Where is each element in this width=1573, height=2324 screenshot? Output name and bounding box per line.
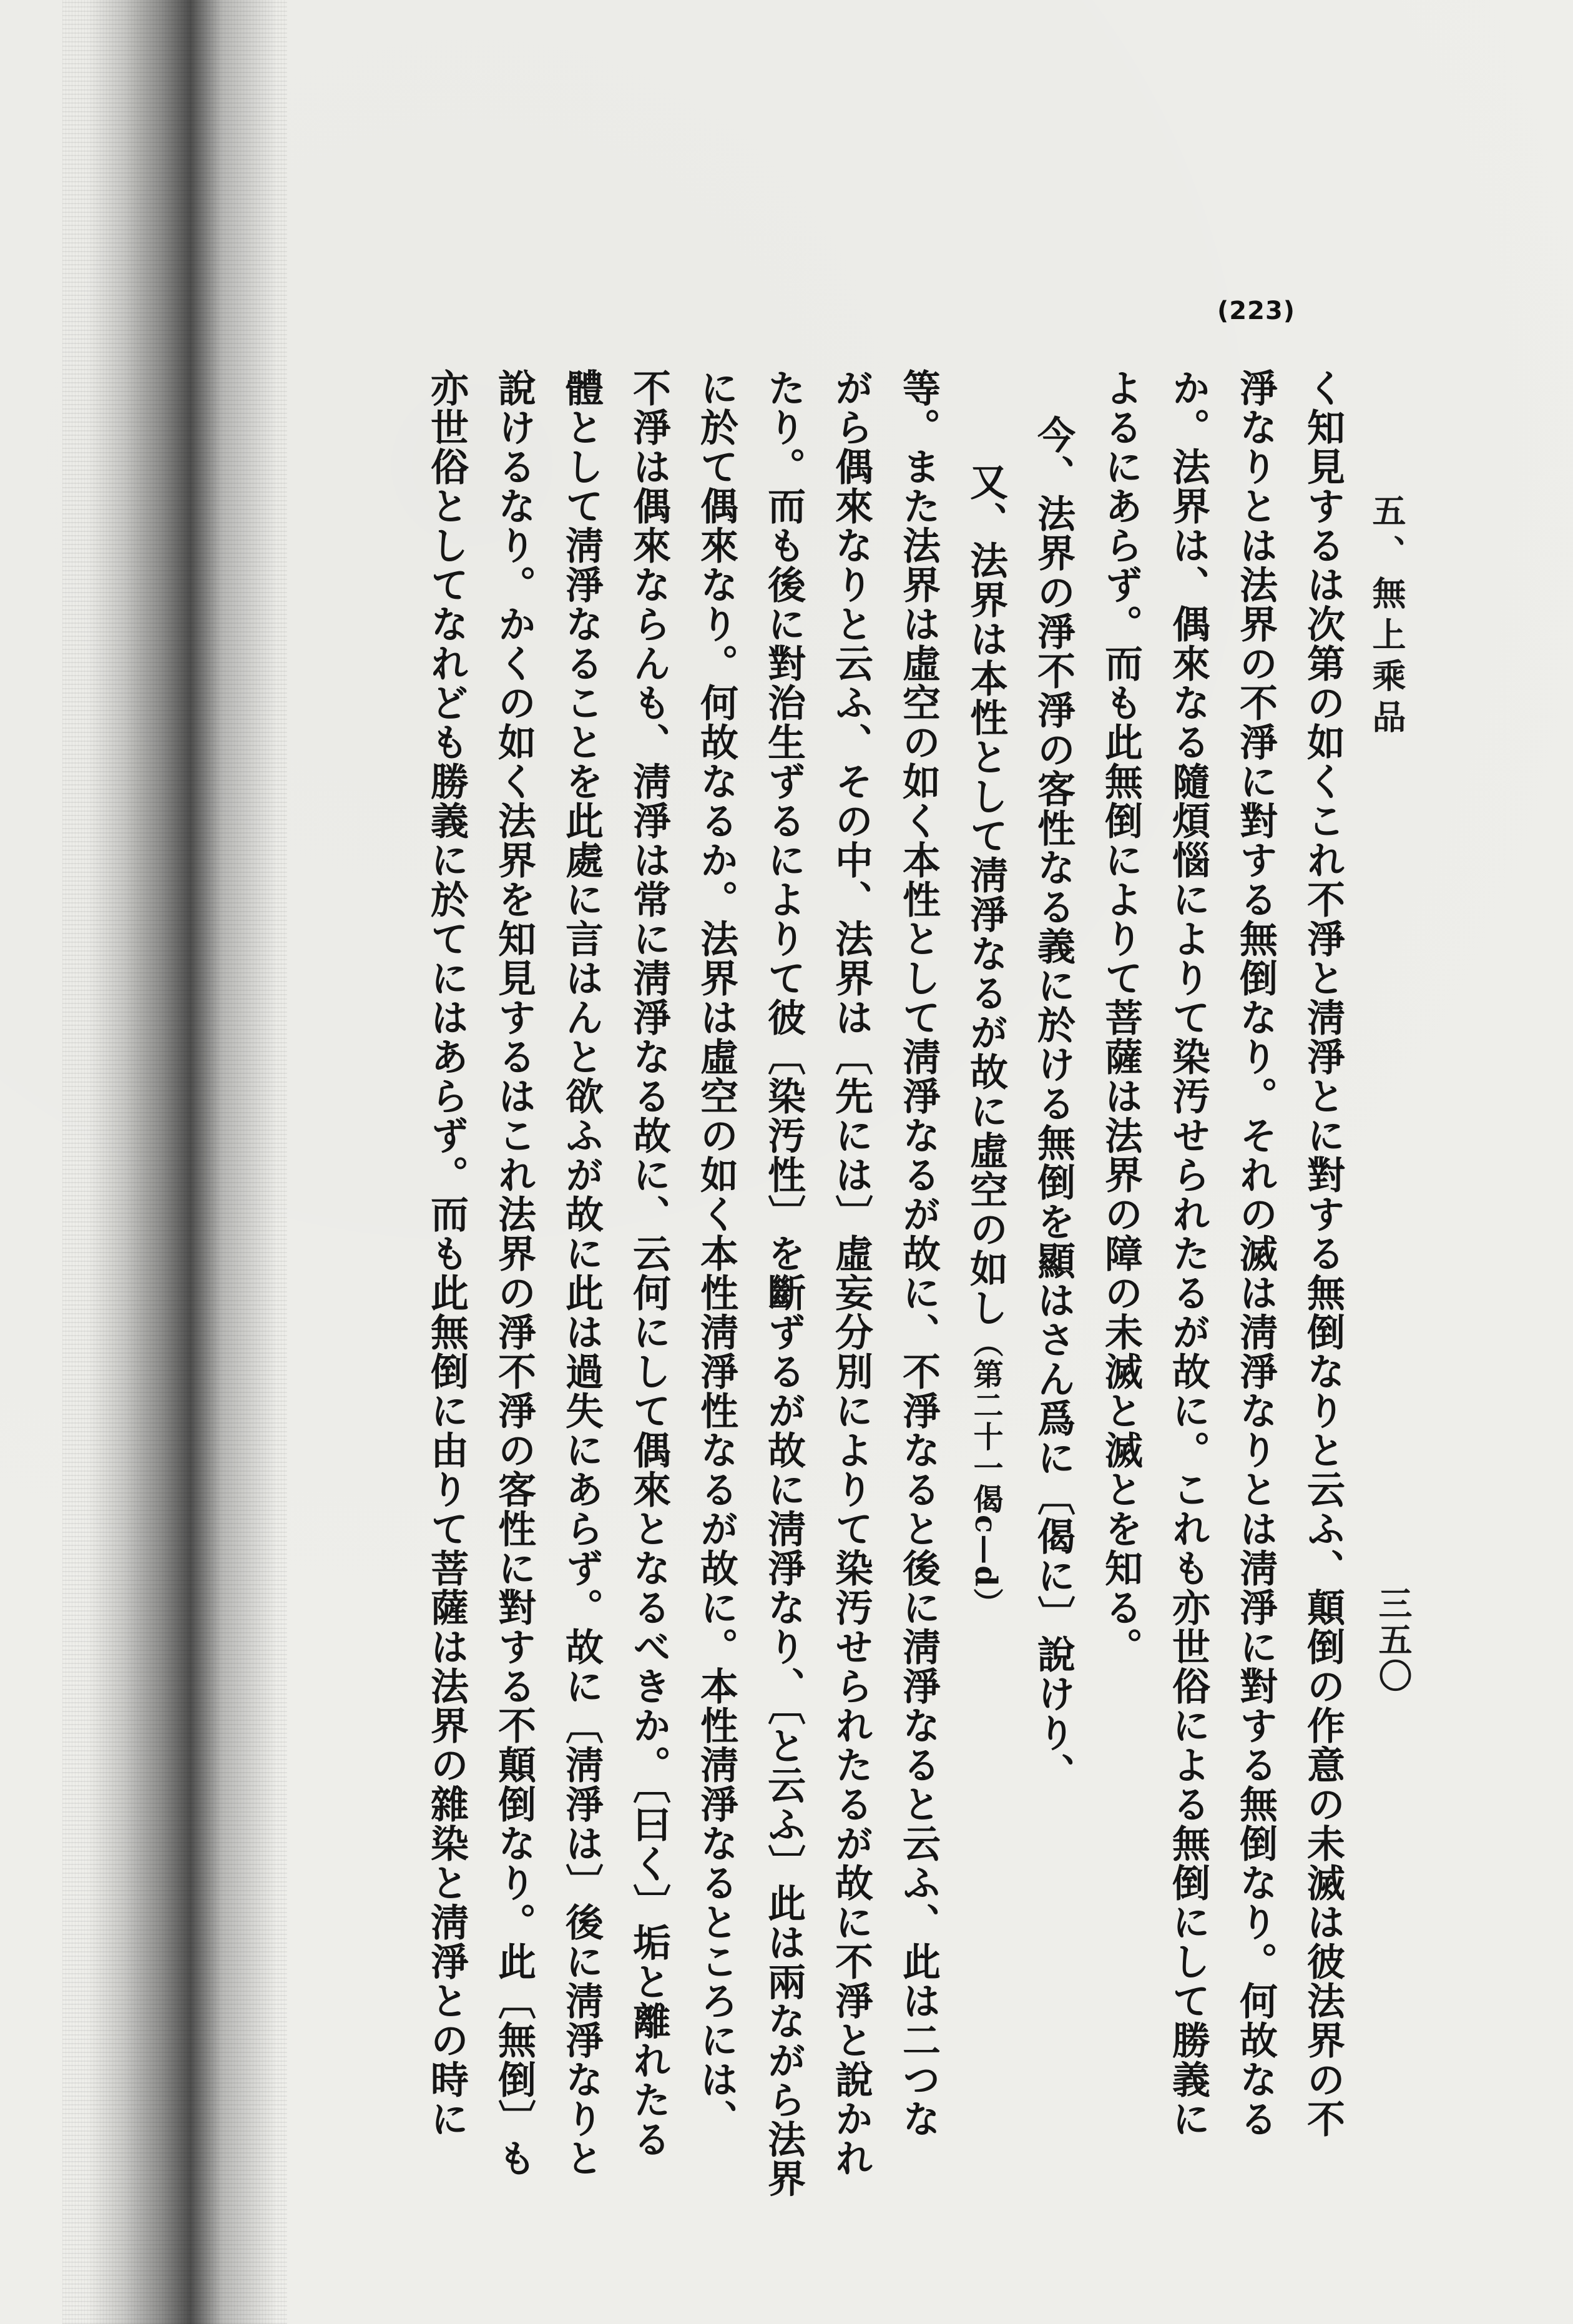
text-column-5: 今、法界の淨不淨の客性なる義に於ける無倒を顯はさん爲に〔偈に〕說けり、 (1031, 415, 1076, 1792)
text-column-14: 亦世俗としてなれども勝義に於てにはあらず。而も此無倒に由りて菩薩は法界の雜染と淸淨との時に (424, 368, 469, 2139)
text-column-3: か。法界は、偶來なる隨煩惱によりて染汚せられたるが故に。これも亦世俗による無倒にして勝義に (1166, 368, 1210, 2139)
text-column-9: たり。而も後に對治生ずるによりて彼〔染汚性〕を斷ずるが故に淸淨なり、〔と云ふ〕此は兩ながら法界 (762, 368, 806, 2198)
text-column-7: 等。また法界は虛空の如く本性として淸淨なるが故に、不淨なると後に淸淨なると云ふ、此は二つな (896, 368, 941, 2139)
verse-text: 又、法界は本性として淸淨なるが故に虛空の如し (964, 462, 1008, 1327)
text-column-4: よるにあらず。而も此無倒によりて菩薩は法界の障の未滅と滅とを知る。 (1099, 368, 1143, 1667)
body-text (218, 368, 1345, 2198)
text-column-2: 淨なりとは法界の不淨に對する無倒なり。それの滅は淸淨なりとは淸淨に對する無倒なり。何故なる (1233, 368, 1278, 2139)
text-column-12: 體として淸淨なることを此處に言はんと欲ふが故に此は過失にあらず。故に〔淸淨は〕後に淸淨なりと (559, 368, 604, 2178)
text-column-8: がら偶來なりと云ふ、その中、法界は〔先には〕虛妄分別によりて染汚せられたるが故に不淨と說かれ (829, 368, 873, 2178)
text-column-13: 說けるなり。かくの如く法界を知見するはこれ法界の淨不淨の客性に對する不顛倒なり。此〔無倒〕も (492, 368, 536, 2178)
page-number-kanji: 三五〇 (1373, 1586, 1413, 1695)
text-column-11: 不淨は偶來ならんも、淸淨は常に淸淨なる故に、云何にして偶來となるべきか。〔曰く〕垢と離れたる (627, 368, 671, 2159)
text-column-10: に於て偶來なり。何故なるか。法界は虛空の如く本性淸淨性なるが故に。本性淸淨なるところには、 (694, 368, 738, 2139)
page-number-arabic: (223) (1217, 297, 1296, 325)
running-head: 五、無上乘品 (1367, 493, 1407, 741)
text-column-1: く知見するは次第の如くこれ不淨と淸淨とに對する無倒なりと云ふ、顛倒の作意の未滅は彼法界の不 (1301, 368, 1345, 2139)
verse-column (964, 462, 1008, 1619)
verse-citation: （第二十一偈c—d） (968, 1327, 1003, 1619)
